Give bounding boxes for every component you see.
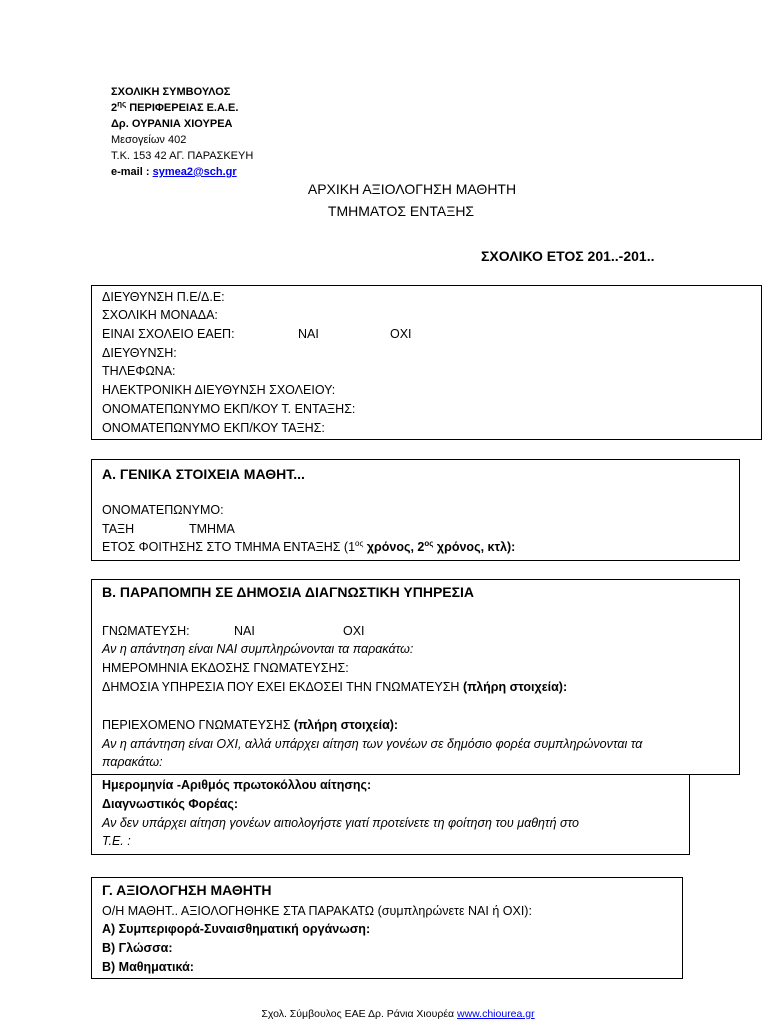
field-phones: ΤΗΛΕΦΩΝΑ: (102, 364, 176, 378)
instruction-if-no-cont: παρακάτω: (102, 755, 163, 769)
instruction-no-request: Αν δεν υπάρχει αίτηση γονέων αιτιολογήστε γιατί προτείνετε τη φοίτηση του μαθητή στο (102, 816, 580, 830)
document-subtitle: ΤΜΗΜΑΤΟΣ ΕΝΤΑΞΗΣ (327, 203, 475, 219)
option-yes: ΝΑΙ (298, 327, 319, 341)
school-info-box (91, 285, 762, 440)
website-link[interactable]: www.chiourea.gr (457, 1008, 535, 1020)
field-language: Β) Γλώσσα: (102, 941, 173, 955)
section-b-continuation-box (91, 774, 690, 855)
field-section: ΤΜΗΜΑ (189, 522, 235, 536)
option-yes: ΝΑΙ (234, 624, 255, 638)
instruction-no-request-cont: Τ.Ε. : (102, 834, 131, 848)
field-mathematics: Β) Μαθηματικά: (102, 960, 194, 974)
section-a-box (91, 459, 740, 561)
sender-email-line: e-mail : symea2@sch.gr (111, 166, 237, 178)
field-public-service: ΔΗΜΟΣΙΑ ΥΠΗΡΕΣΙΑ ΠΟΥ ΕΧΕΙ ΕΚΔΟΣΕΙ ΤΗΝ ΓΝΩΜΑΤΕΥΣΗ (πλήρη στοιχεία): (102, 680, 568, 694)
section-c-intro: Ο/Η ΜΑΘΗΤ.. ΑΞΙΟΛΟΓΗΘΗΚΕ ΣΤΑ ΠΑΡΑΚΑΤΩ (συμπληρώνετε ΝΑΙ ή ΟΧΙ): (102, 904, 532, 918)
sender-postcode: Τ.Κ. 153 42 ΑΓ. ΠΑΡΑΣΚΕΥΗ (111, 150, 254, 162)
section-a-heading: Α. ΓΕΝΙΚΑ ΣΤΟΙΧΕΙΑ ΜΑΘΗΤ... (102, 466, 305, 482)
email-link[interactable]: symea2@sch.gr (152, 166, 237, 178)
field-school-unit: ΣΧΟΛΙΚΗ ΜΟΝΑΔΑ: (102, 308, 218, 322)
section-b-heading: Β. ΠΑΡΑΠΟΜΠΗ ΣΕ ΔΗΜΟΣΙΑ ΔΙΑΓΝΩΣΤΙΚΗ ΥΠΗΡΕΣΙΑ (102, 584, 475, 600)
school-year: ΣΧΟΛΙΚΟ ΕΤΟΣ 201..-201.. (481, 248, 655, 264)
sender-street: Μεσογείων 402 (111, 134, 187, 146)
sender-name: Δρ. ΟΥΡΑΝΙΑ ΧΙΟΥΡΕΑ (111, 118, 233, 130)
page-footer: Σχολ. Σύμβουλος ΕΑΕ Δρ. Ράνια Χιουρέα www.chiourea.gr (261, 1008, 535, 1020)
field-diagnosis: ΓΝΩΜΑΤΕΥΣΗ: (102, 624, 190, 638)
field-eaep: ΕΙΝΑΙ ΣΧΟΛΕΙΟ ΕΑΕΠ: (102, 327, 235, 341)
field-school-email: ΗΛΕΚΤΡΟΝΙΚΗ ΔΙΕΥΘΥΝΣΗ ΣΧΟΛΕΙΟΥ: (102, 383, 336, 397)
section-b-box (91, 579, 740, 775)
field-request-date-protocol: Ημερομηνία -Αριθμός πρωτοκόλλου αίτησης: (102, 778, 372, 792)
field-attendance-year: ΕΤΟΣ ΦΟΙΤΗΣΗΣ ΣΤΟ ΤΜΗΜΑ ΕΝΤΑΞΗΣ ($1^{o\varsigma}$ χρόνος, $2^{o\varsigma}$ χρόνος, κτλ): (102, 538, 516, 554)
field-diagnosis-date: ΗΜΕΡΟΜΗΝΙΑ ΕΚΔΟΣΗΣ ΓΝΩΜΑΤΕΥΣΗΣ: (102, 661, 349, 675)
field-class-teacher: ΟΝΟΜΑΤΕΠΩΝΥΜΟ ΕΚΠ/ΚΟΥ ΤΑΞΗΣ: (102, 421, 325, 435)
field-inclusion-teacher: ΟΝΟΜΑΤΕΠΩΝΥΜΟ ΕΚΠ/ΚΟΥ Τ. ΕΝΤΑΞΗΣ: (102, 402, 356, 416)
field-behaviour: Α) Συμπεριφορά-Συναισθηματική οργάνωση: (102, 922, 371, 936)
field-diagnostic-body: Διαγνωστικός Φορέας: (102, 797, 238, 811)
field-dieuthinsi-pe: ΔΙΕΥΘΥΝΣΗ Π.Ε/Δ.Ε: (102, 290, 225, 304)
option-no: ΟΧΙ (390, 327, 412, 341)
field-diagnosis-content: ΠΕΡΙΕΧΟΜΕΝΟ ΓΝΩΜΑΤΕΥΣΗΣ (πλήρη στοιχεία): (102, 718, 399, 732)
sender-block (111, 84, 253, 180)
document-title: ΑΡΧΙΚΗ ΑΞΙΟΛΟΓΗΣΗ ΜΑΘΗΤΗ (307, 181, 517, 197)
field-class: ΤΑΞΗ (102, 522, 135, 536)
field-student-name: ΟΝΟΜΑΤΕΠΩΝΥΜΟ: (102, 503, 224, 517)
option-no: ΟΧΙ (343, 624, 365, 638)
field-address: ΔΙΕΥΘΥΝΣΗ: (102, 346, 177, 360)
sender-role: ΣΧΟΛΙΚΗ ΣΥΜΒΟΥΛΟΣ (111, 86, 231, 98)
section-c-heading: Γ. ΑΞΙΟΛΟΓΗΣΗ ΜΑΘΗΤΗ (102, 882, 272, 898)
section-c-box (91, 877, 683, 979)
instruction-if-yes: Αν η απάντηση είναι ΝΑΙ συμπληρώνονται τα παρακάτω: (102, 642, 414, 656)
sender-region: $2^{\eta\varsigma}$ ΠΕΡΙΦΕΡΕΙΑΣ Ε.Α.Ε. (111, 99, 239, 114)
instruction-if-no: Αν η απάντηση είναι ΟΧΙ, αλλά υπάρχει αίτηση των γονέων σε δημόσιο φορέα συμπληρώνονται τα (102, 737, 643, 751)
